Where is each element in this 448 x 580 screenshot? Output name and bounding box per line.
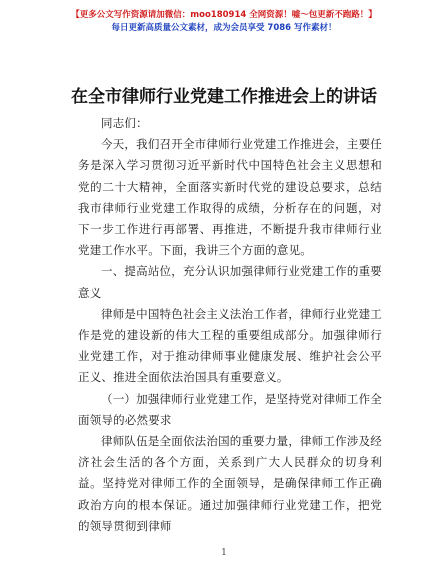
document-title: 在全市律师行业党建工作推进会上的讲话 bbox=[71, 87, 377, 107]
document-body bbox=[78, 113, 382, 537]
paragraph-section-1: 律师是中国特色社会主义法治工作者，律师行业党建工作是党的建设新的伟大工程的重要组成部分。加强律师行业党建工作，对于推动律师事业健康发展、维护社会公平正义、推进全面依法治国具有重要意义。 bbox=[78, 306, 382, 385]
subsection-heading-1: （一）加强律师行业党建工作，是坚持党对律师工作全面领导的必然要求 bbox=[78, 391, 382, 427]
paragraph-intro: 今天，我们召开全市律师行业党建工作推进会，主要任务是深入学习贯彻习近平新时代中国特色社会主义思想和党的二十大精神，全面落实新时代党的建设总要求，总结我市律师行业党建工作取得的成绩，分析存在的问题，对下一步工作进行再部署、再推进，不断提升我市律师行业党建工作水平。下面，我讲三个方面的意见。 bbox=[78, 137, 382, 258]
promo-banner-line-1: 【更多公文写作资源请加微信：moo180914 全网资源！嘘～包更新不跑路！】 bbox=[71, 10, 377, 20]
paragraph-subsection-1: 律师队伍是全面依法治国的重要力量，律师工作涉及经济社会生活的各个方面，关系到广大人民群众的切身利益。坚持党对律师工作的全面领导，是确保律师工作正确政治方向的根本保证。通过加强律师行业党建工作，把党的领导贯彻到律师 bbox=[78, 434, 382, 533]
page-number: 1 bbox=[221, 548, 227, 558]
greeting: 同志们： bbox=[101, 116, 148, 130]
section-heading-1: 一、提高站位，充分认识加强律师行业党建工作的重要意义 bbox=[78, 264, 382, 300]
promo-banner-line-2: 每日更新高质量公文素材，成为会员享受 7086 写作素材！ bbox=[111, 23, 337, 33]
